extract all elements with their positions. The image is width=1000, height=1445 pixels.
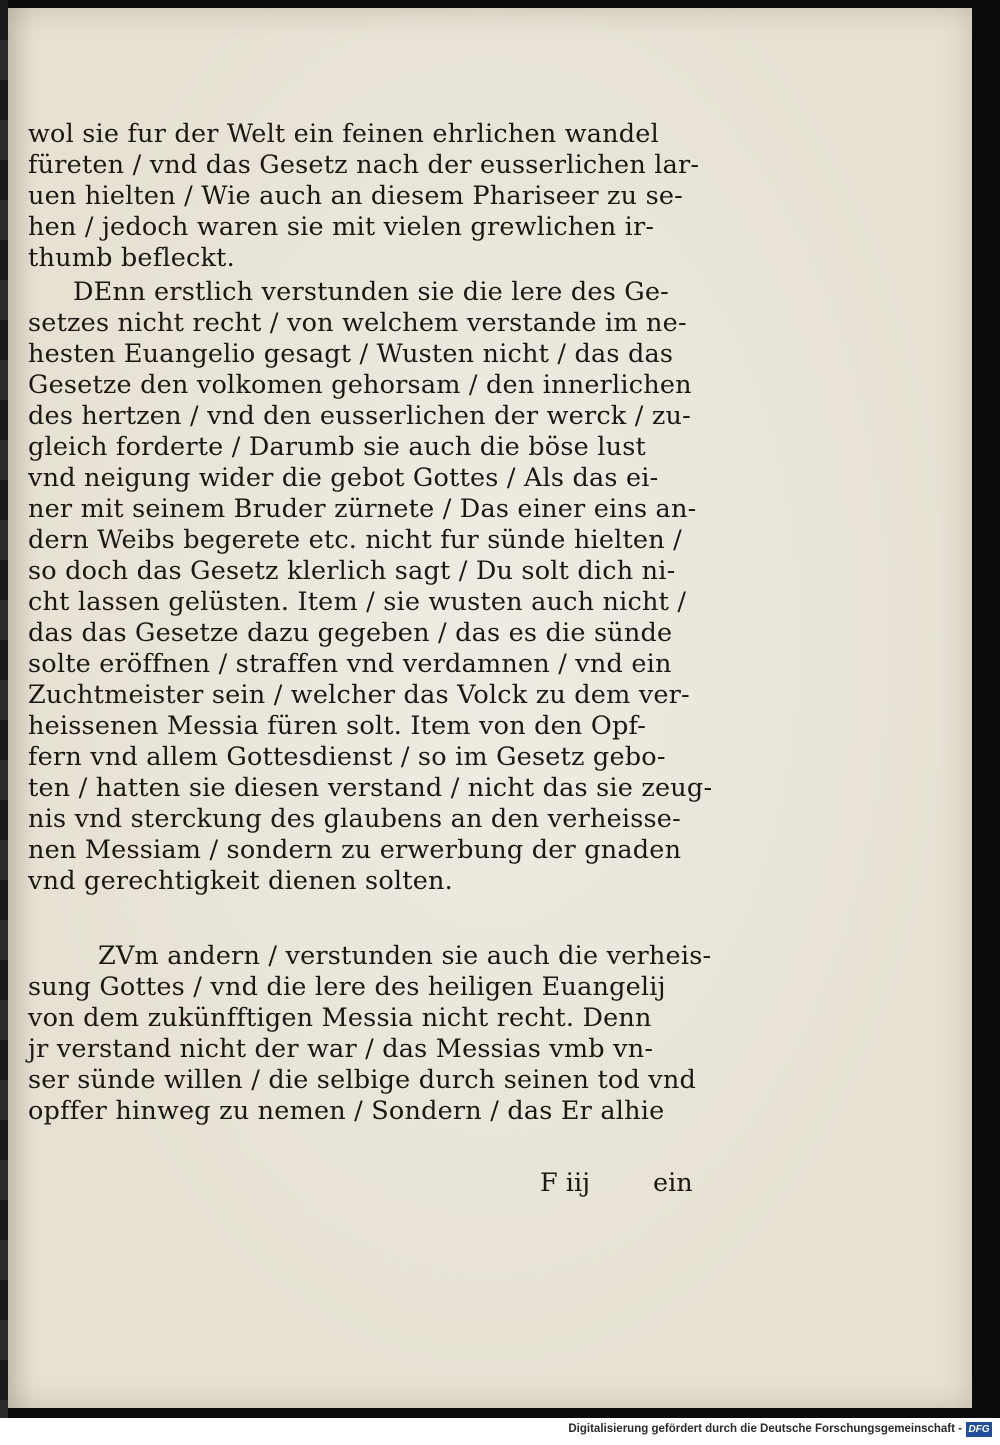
book-page: [8, 8, 972, 1408]
text-line: hen / jedoch waren sie mit vielen grewlichen ir-: [28, 212, 655, 242]
text-line: hesten Euangelio gesagt / Wusten nicht / das das: [28, 339, 674, 369]
catchword: ein: [653, 1168, 693, 1198]
text-line: jr verstand nicht der war / das Messias vmb vn-: [28, 1034, 654, 1064]
text-line: nis vnd sterckung des glaubens an den verheisse-: [28, 804, 681, 834]
text-line: nen Messiam / sondern zu erwerbung der gnaden: [28, 835, 682, 865]
text-line: wol sie fur der Welt ein feinen ehrlichen wandel: [28, 119, 659, 149]
signature-mark: F iij: [540, 1168, 591, 1198]
digitization-footer: [0, 1418, 1000, 1445]
text-line: ser sünde willen / die selbige durch seinen tod vnd: [28, 1065, 697, 1095]
text-line: vnd gerechtigkeit dienen solten.: [28, 866, 453, 896]
text-line: so doch das Gesetz klerlich sagt / Du solt dich ni-: [28, 556, 676, 586]
text-line: des hertzen / vnd den eusserlichen der werck / zu-: [28, 401, 691, 431]
text-line: uen hielten / Wie auch an diesem Phariseer zu se-: [28, 181, 683, 211]
text-line: füreten / vnd das Gesetz nach der eusserlichen lar-: [28, 150, 700, 180]
text-line: von dem zukünfftigen Messia nicht recht. Denn: [28, 1003, 652, 1033]
text-line: Gesetze den volkomen gehorsam / den innerlichen: [28, 370, 692, 400]
text-line: solte eröffnen / straffen vnd verdamnen / vnd ein: [28, 649, 672, 679]
text-line: dern Weibs begerete etc. nicht fur sünde hielten /: [28, 525, 682, 555]
text-line: fern vnd allem Gottesdienst / so im Gesetz gebo-: [28, 742, 666, 772]
text-line: vnd neigung wider die gebot Gottes / Als das ei-: [28, 463, 659, 493]
text-line: das das Gesetze dazu gegeben / das es die sünde: [28, 618, 673, 648]
funding-credit: Digitalisierung gefördert durch die Deutsche Forschungsgemeinschaft -: [568, 1423, 962, 1435]
text-line: heissenen Messia füren solt. Item von den Opf-: [28, 711, 647, 741]
text-line: ner mit seinem Bruder zürnete / Das einer eins an-: [28, 494, 697, 524]
text-line: gleich forderte / Darumb sie auch die böse lust: [28, 432, 646, 462]
paragraph-start-line: DEnn erstlich verstunden sie die lere des Ge-: [73, 277, 669, 307]
dfg-logo-icon[interactable]: DFG: [966, 1422, 992, 1437]
text-line: thumb befleckt.: [28, 243, 235, 273]
text-line: opffer hinweg zu nemen / Sondern / das Er alhie: [28, 1096, 665, 1126]
text-line: setzes nicht recht / von welchem verstande im ne-: [28, 308, 687, 338]
text-line: ten / hatten sie diesen verstand / nicht das sie zeug-: [28, 773, 713, 803]
text-line: sung Gottes / vnd die lere des heiligen Euangelij: [28, 972, 666, 1002]
text-line: cht lassen gelüsten. Item / sie wusten auch nicht /: [28, 587, 687, 617]
text-line: Zuchtmeister sein / welcher das Volck zu dem ver-: [28, 680, 690, 710]
scan-edge: [0, 0, 8, 1418]
paragraph-start-line: ZVm andern / verstunden sie auch die verheis-: [98, 941, 712, 971]
